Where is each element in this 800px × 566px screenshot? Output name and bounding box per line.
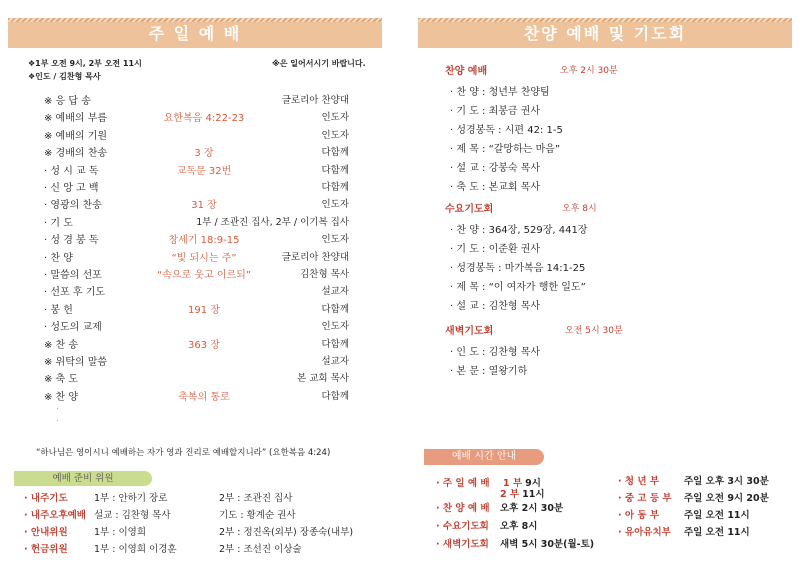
order-row: [44, 353, 349, 370]
schedule-row: [618, 473, 769, 487]
leader-note: ❖인도 / 김찬형 목사: [28, 72, 101, 81]
schedule-value: 오후 8시: [500, 521, 538, 532]
schedule-part1: 1 부: [503, 478, 523, 489]
order-reference: 191 장: [188, 304, 220, 316]
header-title: 찬양 예배 및 기도회: [523, 24, 687, 43]
schedule-row: [618, 490, 769, 504]
order-item: ※ 찬 양: [44, 391, 79, 403]
schedule-value: 주일 오전 11시: [684, 527, 750, 538]
order-row: [44, 214, 349, 231]
service-times-note: ❖1부 오전 9시, 2부 오전 11시: [28, 59, 142, 68]
order-row: [44, 336, 349, 353]
order-row: [44, 231, 349, 248]
order-item: · 영광의 찬송: [44, 200, 102, 212]
order-item: · 성 경 봉 독: [44, 235, 99, 247]
order-person: 인도자: [321, 321, 349, 333]
order-item: ※ 예배의 부름: [44, 113, 108, 125]
committee-first: 설교 : 김찬형 목사: [94, 510, 171, 521]
schedule-value: 오후 2시 30분: [500, 503, 564, 514]
order-reference: 축복의 통로: [178, 391, 230, 403]
order-item: · 말씀의 선포: [44, 270, 102, 281]
order-item: ※ 위탁의 말씀: [44, 357, 108, 368]
section-item: · 본 문 : 열왕기하: [450, 366, 528, 377]
committee-second: 2부 : 조선진 이상술: [219, 544, 302, 555]
section-item: · 설 교 : 강봉숙 목사: [450, 163, 541, 174]
schedule-name: · 주 일 예 배: [436, 478, 490, 489]
order-person: 글로리아 찬양대: [281, 95, 349, 106]
order-row: [44, 162, 349, 179]
order-row: [44, 388, 349, 405]
order-item: ※ 경배의 찬송: [44, 148, 108, 160]
order-row: [44, 370, 349, 387]
order-row: [44, 266, 349, 283]
order-row: [44, 127, 349, 144]
committee-row: [24, 524, 384, 542]
order-person: 다함께: [321, 164, 349, 176]
order-reference: 363 장: [188, 339, 220, 351]
section-item: · 성경봉독 : 마가복음 14:1-25: [450, 263, 586, 274]
section-item: · 성경봉독 : 시편 42: 1-5: [450, 125, 563, 136]
section-title: 찬양 예배: [445, 66, 488, 77]
order-row: [44, 92, 349, 109]
section-item: · 인 도 : 김찬형 목사: [450, 347, 541, 358]
schedule-name: · 수요기도회: [436, 521, 489, 532]
order-person: 다함께: [321, 303, 349, 315]
order-person: 인도자: [321, 234, 349, 246]
order-row: [44, 179, 349, 196]
order-item: ※ 축 도: [44, 374, 79, 386]
order-row: [44, 283, 349, 300]
order-reference: “속으로 웃고 이르되”: [157, 270, 251, 281]
section-time: 오전 5시 30분: [565, 326, 623, 336]
schedule-row: [436, 536, 594, 550]
order-person: 글로리아 찬양대: [281, 251, 349, 263]
committee-second: 2부 : 조관진 집사: [219, 493, 293, 504]
order-person: 인도자: [321, 112, 349, 124]
order-row: [44, 249, 349, 266]
schedule-name: · 청 년 부: [618, 476, 660, 487]
committee-role: · 헌금위원: [24, 544, 68, 555]
scripture-quote: “하나님은 영이시니 예배하는 자가 영과 진리로 예배할지니라” (요한복음 4:24): [36, 448, 331, 458]
order-person: 다함께: [321, 390, 349, 402]
order-person: 다함께: [321, 147, 349, 159]
committee-first: 1부 : 안하기 장로: [94, 493, 168, 504]
section-item: · 설 교 : 김찬형 목사: [450, 301, 541, 312]
committee-first: 1부 : 이영희 이경훈: [94, 544, 177, 555]
schedule-row: [436, 518, 537, 532]
praise-prayer-header: [418, 18, 792, 48]
schedule-row: [618, 524, 750, 538]
order-person: 다함께: [321, 338, 349, 350]
schedule-title-label: 예배 시간 안내: [451, 451, 517, 462]
schedule-name: · 아 동 부: [618, 510, 660, 521]
committee-role: · 내주기도: [24, 493, 68, 504]
order-reference: 창세기 18:9-15: [168, 235, 240, 247]
committee-first: 1부 : 이영희: [94, 527, 146, 538]
section-item: · 기 도 : 최봉금 권사: [450, 106, 541, 117]
section-item: · 기 도 : 이준환 권사: [450, 244, 541, 255]
order-person: 김찬형 목사: [300, 269, 349, 280]
section-item: · 제 목 : “이 여자가 행한 일도”: [450, 282, 586, 293]
schedule-value: 주일 오전 11시: [684, 510, 750, 521]
section-time: 오후 8시: [562, 204, 597, 214]
section-time: 오후 2시 30분: [560, 66, 618, 76]
order-person: 1부 / 조관진 집사, 2부 / 이기복 집사: [196, 216, 349, 228]
order-reference: 교독문 32번: [176, 165, 232, 177]
order-row: [44, 318, 349, 335]
schedule-value: 새벽 5시 30분(월-토): [500, 539, 595, 550]
stand-note: ※은 일어서시기 바랍니다.: [272, 59, 366, 68]
committee-second: 기도 : 황계순 권사: [219, 510, 296, 521]
order-item: · 성 시 교 독: [44, 165, 99, 177]
order-item: · 기 도: [44, 217, 73, 229]
schedule-time1: 9시: [525, 478, 541, 489]
order-reference: 3 장: [194, 148, 214, 160]
committee-title: [14, 471, 152, 486]
sunday-service-header: [8, 18, 382, 48]
schedule-name: · 새벽기도회: [436, 539, 489, 550]
header-title: 주 일 예 배: [148, 24, 242, 43]
schedule-title: [424, 449, 544, 465]
order-person: 설교자: [321, 286, 349, 298]
section-item: · 축 도 : 본교회 목사: [450, 182, 541, 193]
order-row: [44, 144, 349, 161]
order-item: ※ 예배의 기원: [44, 130, 108, 142]
order-reference: “빛 되시는 주”: [171, 252, 237, 264]
committee-title-label: 예배 준비 위원: [52, 473, 114, 484]
committee-role: · 내주오후예배: [24, 510, 86, 521]
schedule-name: · 찬 양 예 배: [436, 503, 490, 514]
order-reference: 31 장: [191, 200, 217, 212]
section-item: · 찬 양 : 청년부 찬양팀: [450, 87, 550, 98]
schedule-value: 주일 오후 3시 30분: [684, 476, 769, 487]
order-person: 다함께: [321, 182, 349, 193]
order-person: 인도자: [321, 129, 349, 141]
section-title: 새벽기도회: [445, 326, 494, 337]
order-person: 본 교회 목사: [297, 373, 349, 385]
order-item: · 봉 헌: [44, 304, 73, 316]
order-item: · 선포 후 기도: [44, 287, 106, 299]
schedule-name: · 중 고 등 부: [618, 493, 672, 504]
section-item: · 찬 양 : 364장, 529장, 441장: [450, 225, 588, 236]
committee-second: 2부 : 정진옥(외부) 장종숙(내부): [219, 527, 354, 538]
schedule-row: [436, 500, 563, 514]
order-row: [44, 196, 349, 213]
section-item: · 제 목 : “갈망하는 마음”: [450, 144, 561, 155]
spacer-dot: ·: [56, 404, 60, 415]
order-person: 인도자: [321, 199, 349, 211]
committee-row: [24, 541, 384, 559]
order-reference: 요한복음 4:22-23: [163, 113, 245, 125]
order-item: · 찬 양: [44, 252, 73, 264]
order-item: · 신 앙 고 백: [44, 183, 99, 194]
schedule-row: [618, 507, 750, 521]
committee-role: · 안내위원: [24, 527, 68, 538]
schedule-name: · 유아유치부: [618, 527, 671, 538]
committee-row: [24, 490, 384, 508]
committee-row: [24, 507, 384, 525]
spacer-dot: ·: [56, 416, 60, 427]
order-person: 설교자: [321, 356, 349, 367]
schedule-row-sunday-2: [500, 486, 545, 500]
order-item: ※ 응 답 송: [44, 96, 91, 107]
order-item: ※ 찬 송: [44, 339, 79, 351]
schedule-time2: 11시: [522, 489, 545, 500]
schedule-value: 주일 오전 9시 20분: [684, 493, 769, 504]
schedule-part2: 2 부: [500, 489, 520, 500]
section-title: 수요기도회: [445, 204, 494, 215]
order-item: · 성도의 교제: [44, 322, 102, 334]
order-row: [44, 301, 349, 318]
order-row: [44, 109, 349, 126]
